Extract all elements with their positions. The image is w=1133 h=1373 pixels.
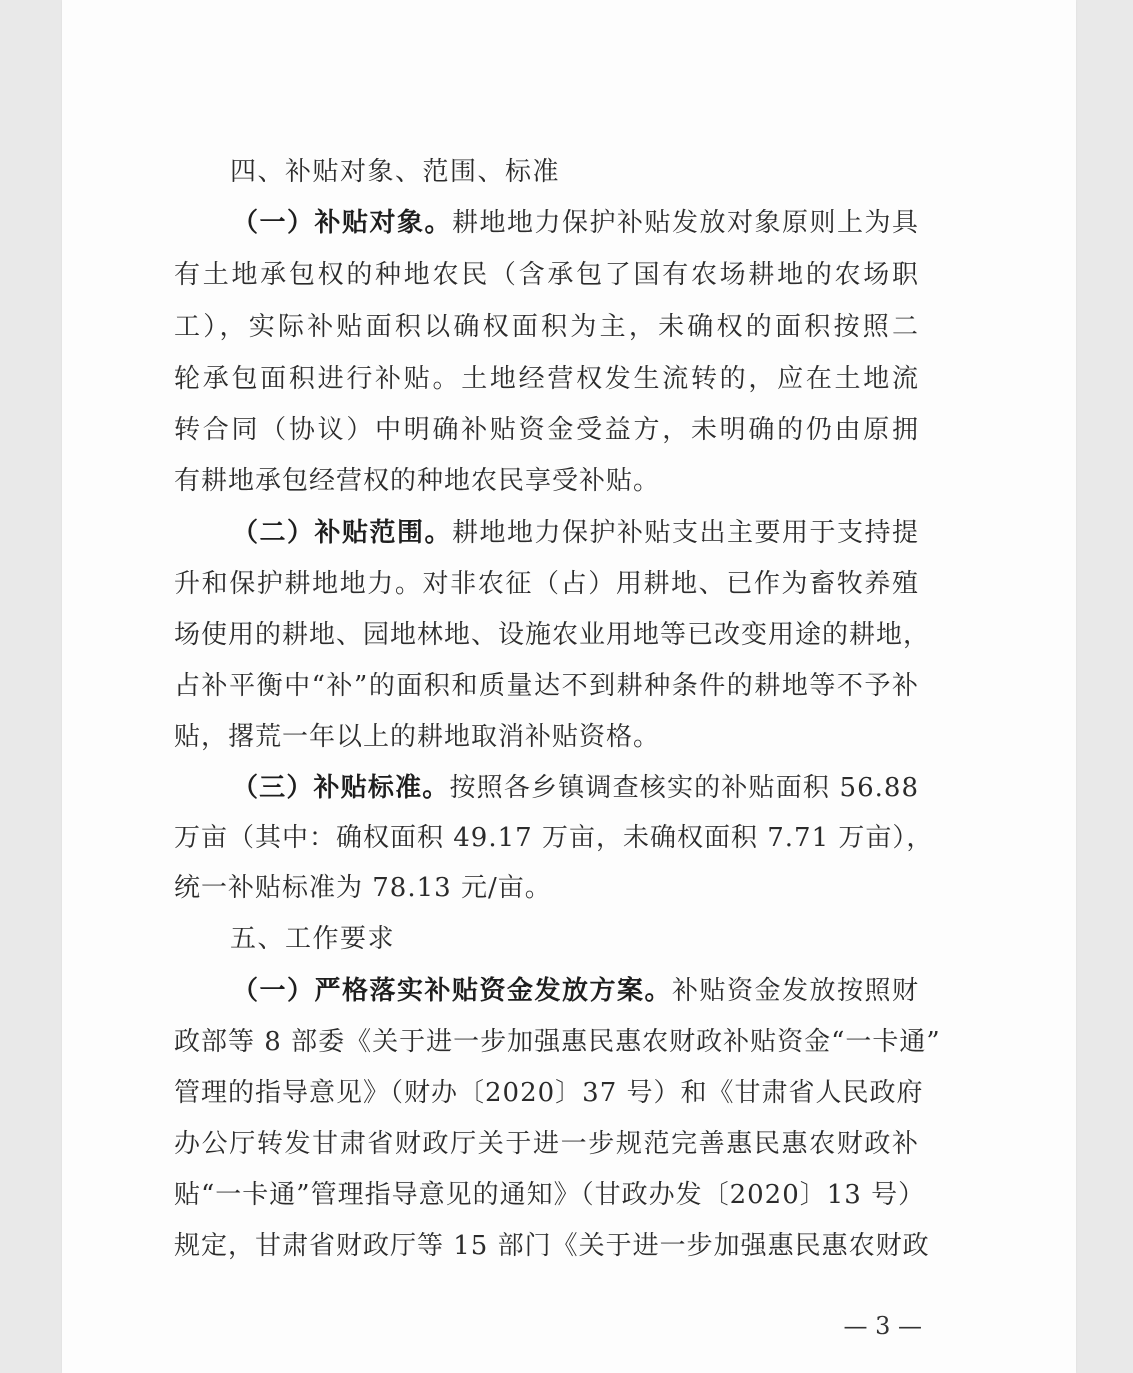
section-heading-4: 四、补贴对象、范围、标准 [230,157,561,187]
paragraph-line: 万亩（其中：确权面积 49.17 万亩，未确权面积 7.71 万亩）， [174,823,934,853]
paragraph-line: 统一补贴标准为 78.13 元/亩。 [174,873,552,903]
paragraph-line: 占补平衡中“补”的面积和质量达不到耕种条件的耕地等不予补 [174,671,919,701]
paragraph-text: 耕地地力保护补贴发放对象原则上为具 [452,208,919,238]
paragraph-text: 耕地地力保护补贴支出主要用于支持提 [452,518,919,548]
paragraph-line: 转合同（协议）中明确补贴资金受益方，未明确的仍由原拥 [174,415,919,445]
paragraph-subsidy-scope-line-1 [232,507,919,559]
paragraph-line: 规定，甘肃省财政厅等 15 部门《关于进一步加强惠民惠农财政 [174,1231,930,1261]
paragraph-line: 升和保护耕地地力。对非农征（占）用耕地、已作为畜牧养殖 [174,569,919,599]
paragraph-text: 补贴资金发放按照财 [671,976,919,1006]
section-heading-5: 五、工作要求 [230,924,396,954]
paragraph-line: 场使用的耕地、园地林地、设施农业用地等已改变用途的耕地， [174,620,931,650]
paragraph-line: 工），实际补贴面积以确权面积为主，未确权的面积按照二 [174,312,919,342]
paragraph-line: 有土地承包权的种地农民（含承包了国有农场耕地的农场职 [174,260,919,290]
paragraph-line: 贴“一卡通”管理指导意见的通知》（甘政办发〔2020〕13 号） [174,1180,926,1210]
page-number: — 3 — [843,1312,922,1340]
paragraph-line: 有耕地承包经营权的种地农民享受补贴。 [174,466,661,496]
paragraph-text: 按照各乡镇调查核实的补贴面积 56.88 [449,773,919,803]
paragraph-subsidy-standard-line-1 [232,762,919,814]
subsidy-standard-label: （三）补贴标准。 [232,773,450,803]
paragraph-line: 管理的指导意见》（财办〔2020〕37 号）和《甘肃省人民政府 [174,1078,924,1108]
paragraph-line: 办公厅转发甘肃省财政厅关于进一步规范完善惠民惠农财政补 [174,1129,919,1159]
subsidy-scope-label: （二）补贴范围。 [232,518,452,548]
paragraph-work-requirement-line-1 [232,965,919,1017]
paragraph-subsidy-target-line-1 [232,197,919,249]
subsidy-target-label: （一）补贴对象。 [232,208,452,238]
paragraph-line: 轮承包面积进行补贴。土地经营权发生流转的，应在土地流 [174,364,919,394]
paragraph-line: 政部等 8 部委《关于进一步加强惠民惠农财政补贴资金“一卡通” [174,1027,941,1057]
paragraph-line: 贴，撂荒一年以上的耕地取消补贴资格。 [174,722,661,752]
work-requirement-label: （一）严格落实补贴资金发放方案。 [232,976,672,1006]
